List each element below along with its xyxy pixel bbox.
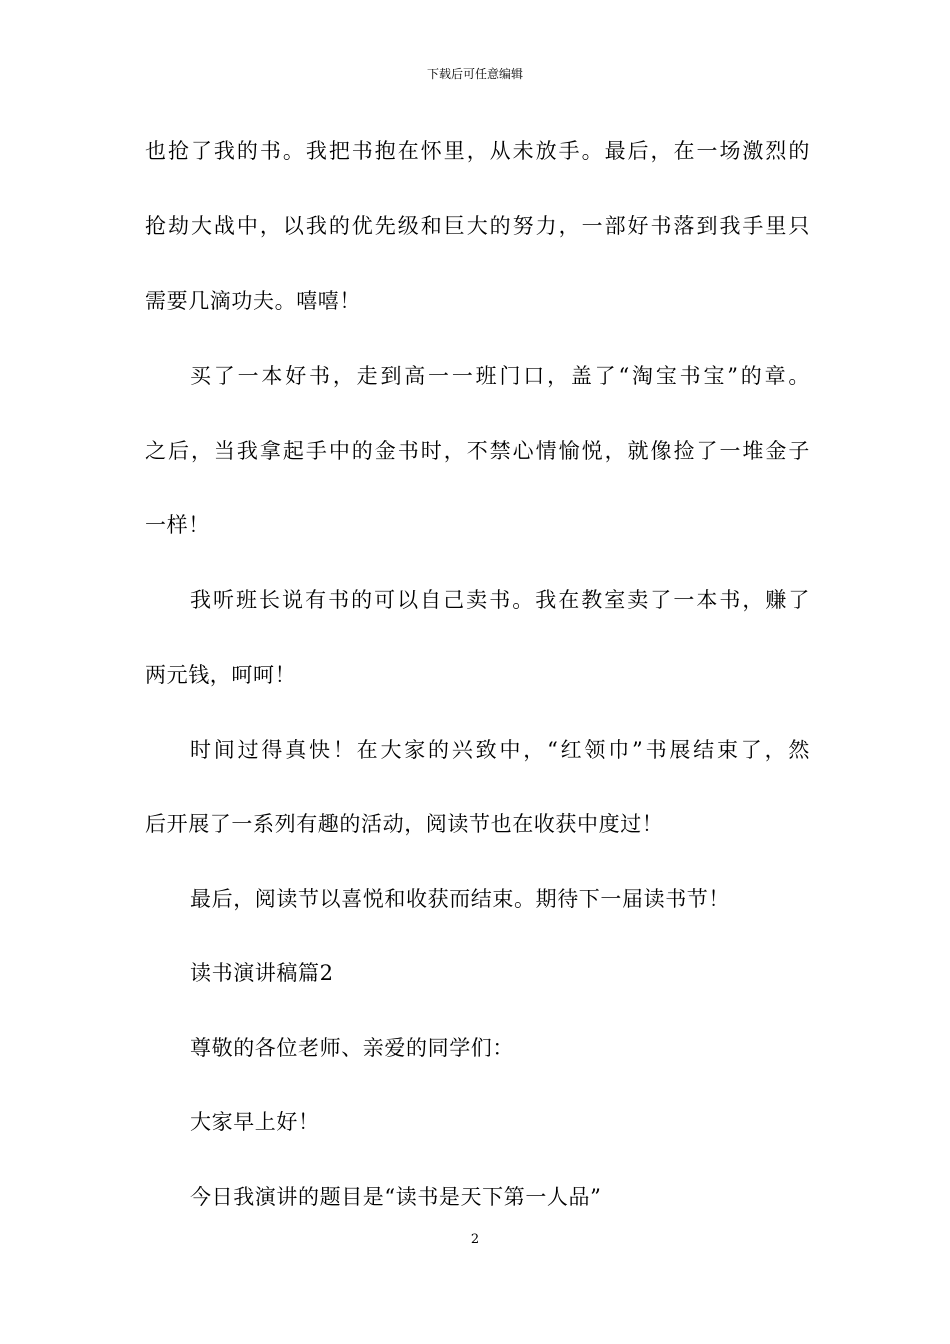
page-number: 2 [470,1232,480,1247]
text-line: 时间过得真快！在大家的兴致中，“红领巾”书展结束了，然 [190,738,810,762]
text-line: 最后，阅读节以喜悦和收获而结束。期待下一届读书节！ [190,887,730,911]
text-line: 抢劫大战中，以我的优先级和巨大的努力，一部好书落到我手里只 [145,214,810,238]
section-heading: 读书演讲稿篇2 [190,961,334,985]
text-line: 也抢了我的书。我把书抱在怀里，从未放手。最后，在一场激烈的 [145,139,810,163]
text-line: 尊敬的各位老师、亲爱的同学们： [190,1036,514,1060]
text-line: 我听班长说有书的可以自己卖书。我在教室卖了一本书，赚了 [190,588,810,612]
page-header: 下载后可任意编辑 [426,67,523,81]
text-line: 两元钱，呵呵！ [145,663,297,687]
text-line: 后开展了一系列有趣的活动，阅读节也在收获中度过！ [145,812,664,836]
text-line: 需要几滴功夫。嘻嘻！ [145,289,361,313]
text-line: 买了一本好书，走到高一一班门口，盖了“淘宝书宝”的章。 [190,364,810,388]
text-line: 大家早上好！ [190,1110,320,1134]
text-line: 一样！ [145,513,210,537]
text-line: 今日我演讲的题目是“读书是天下第一人品” [190,1185,602,1209]
text-line: 之后，当我拿起手中的金书时，不禁心情愉悦，就像捡了一堆金子 [145,439,810,463]
